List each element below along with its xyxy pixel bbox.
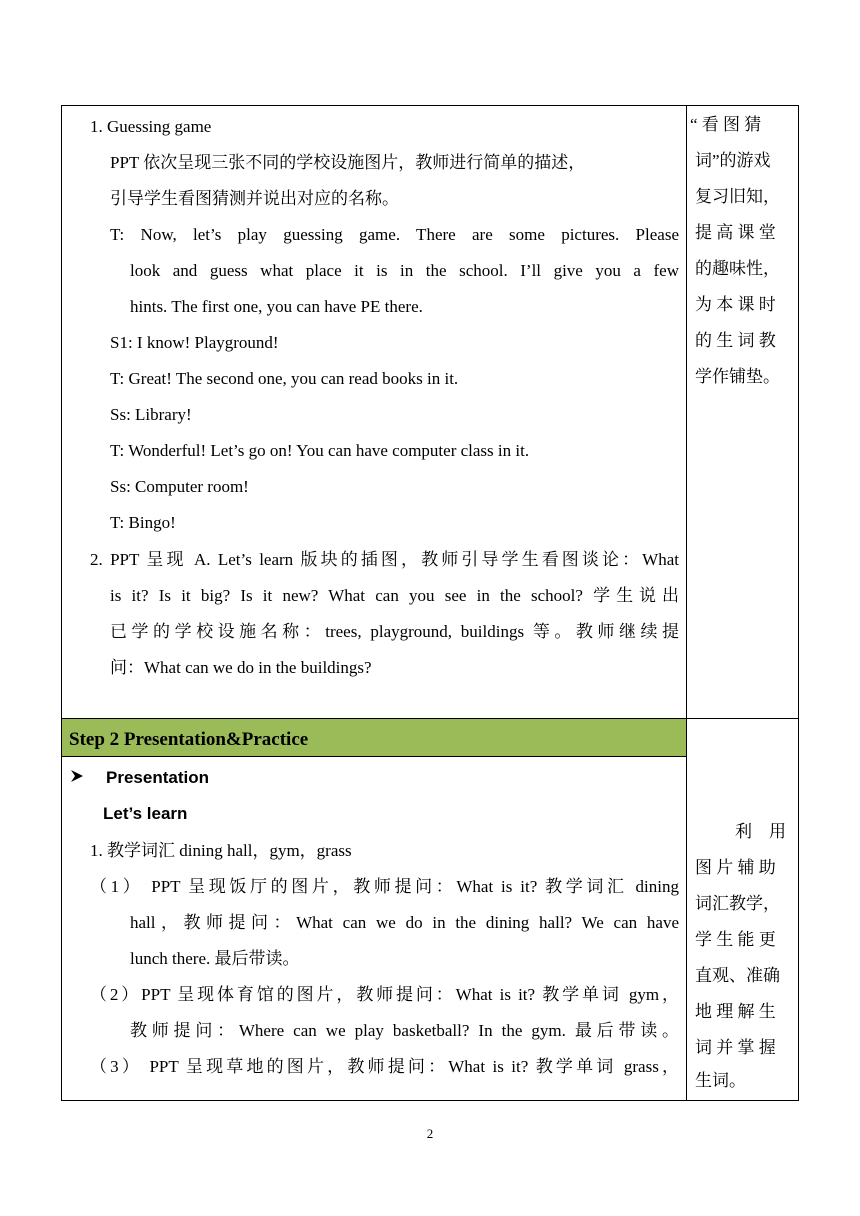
s1-line-14: 已学的学校设施名称：trees, playground, buildings 等。教师继续提 [110, 622, 679, 641]
table-border-divider [686, 105, 687, 1101]
table-border-left [61, 105, 62, 1101]
s1-line-6: S1: I know! Playground! [110, 333, 279, 352]
s1-line-9: T: Wonderful! Let’s go on! You can have computer class in it. [110, 441, 530, 460]
s2-note-2: 词汇教学， [695, 894, 780, 913]
s1-line-1: PPT 依次呈现三张不同的学校设施图片，教师进行简单的描述， [110, 153, 586, 172]
step-title: Step 2 Presentation&Practice [69, 729, 309, 750]
s2-note-6: 词 并 掌 握 [695, 1038, 776, 1057]
table-border-top [61, 105, 799, 106]
table-border-right [798, 105, 799, 1101]
s1-note-7: 学作铺垫。 [695, 367, 780, 386]
s2-line-5: 教师提问：Where can we play basketball? In the gym. 最后带读。 [130, 1021, 679, 1040]
presentation-label: Presentation [106, 768, 209, 787]
s1-line-0: 1. Guessing game [90, 117, 212, 136]
s1-line-11: T: Bingo! [110, 513, 176, 532]
arrow-bullet-icon [70, 760, 84, 796]
s1-line-2: 引导学生看图猜测并说出对应的名称。 [110, 189, 399, 208]
s1-note-5: 为 本 课 时 [695, 295, 776, 314]
s2-line-6: （3） PPT 呈现草地的图片，教师提问：What is it? 教学单词 grass， [90, 1057, 679, 1076]
s1-note-2: 复习旧知， [695, 187, 780, 206]
lets-learn-label: Let’s learn [103, 804, 188, 823]
s2-note-5: 地 理 解 生 [695, 1002, 776, 1021]
presentation-heading [70, 760, 209, 796]
table-border-bottom [61, 1100, 799, 1101]
s1-line-10: Ss: Computer room! [110, 477, 249, 496]
s2-note-1: 图 片 辅 助 [695, 858, 776, 877]
s1-line-3: T: Now, let’s play guessing game. There are some pictures. Please [110, 225, 679, 244]
s1-note-1: 词”的游戏 [695, 151, 771, 170]
s2-note-3: 学 生 能 更 [695, 930, 776, 949]
s1-line-7: T: Great! The second one, you can read books in it. [110, 369, 459, 388]
s1-note-4: 的趣味性， [695, 259, 780, 278]
s2-note-0: 利 用 [735, 822, 786, 841]
s1-line-5: hints. The first one, you can have PE there. [130, 297, 423, 316]
s1-note-0: “ 看 图 猜 [690, 115, 762, 134]
s1-line-8: Ss: Library! [110, 405, 192, 424]
s1-line-13: is it? Is it big? Is it new? What can you see in the school? 学生说出 [110, 586, 679, 605]
s2-line-1: （1） PPT 呈现饭厅的图片，教师提问：What is it? 教学词汇 dining [90, 877, 679, 896]
s1-note-6: 的 生 词 教 [695, 331, 776, 350]
s2-line-4: （2）PPT 呈现体育馆的图片，教师提问：What is it? 教学单词 gym， [90, 985, 679, 1004]
s1-line-12: 2. PPT 呈现 A. Let’s learn 版块的插图，教师引导学生看图谈论：What [90, 550, 679, 569]
s2-line-2: hall，教师提问：What can we do in the dining hall? We can have [130, 913, 679, 932]
s2-note-4: 直观、准确 [695, 966, 780, 985]
s1-line-15: 问：What can we do in the buildings? [110, 658, 372, 677]
s2-note-7: 生词。 [695, 1071, 746, 1090]
s2-line-0: 1. 教学词汇 dining hall，gym，grass [90, 841, 352, 860]
s2-line-3: lunch there. 最后带读。 [130, 949, 300, 968]
s1-note-3: 提 高 课 堂 [695, 223, 776, 242]
page-number: 2 [426, 1126, 434, 1141]
s1-line-4: look and guess what place it is in the school. I’ll give you a few [130, 261, 679, 280]
